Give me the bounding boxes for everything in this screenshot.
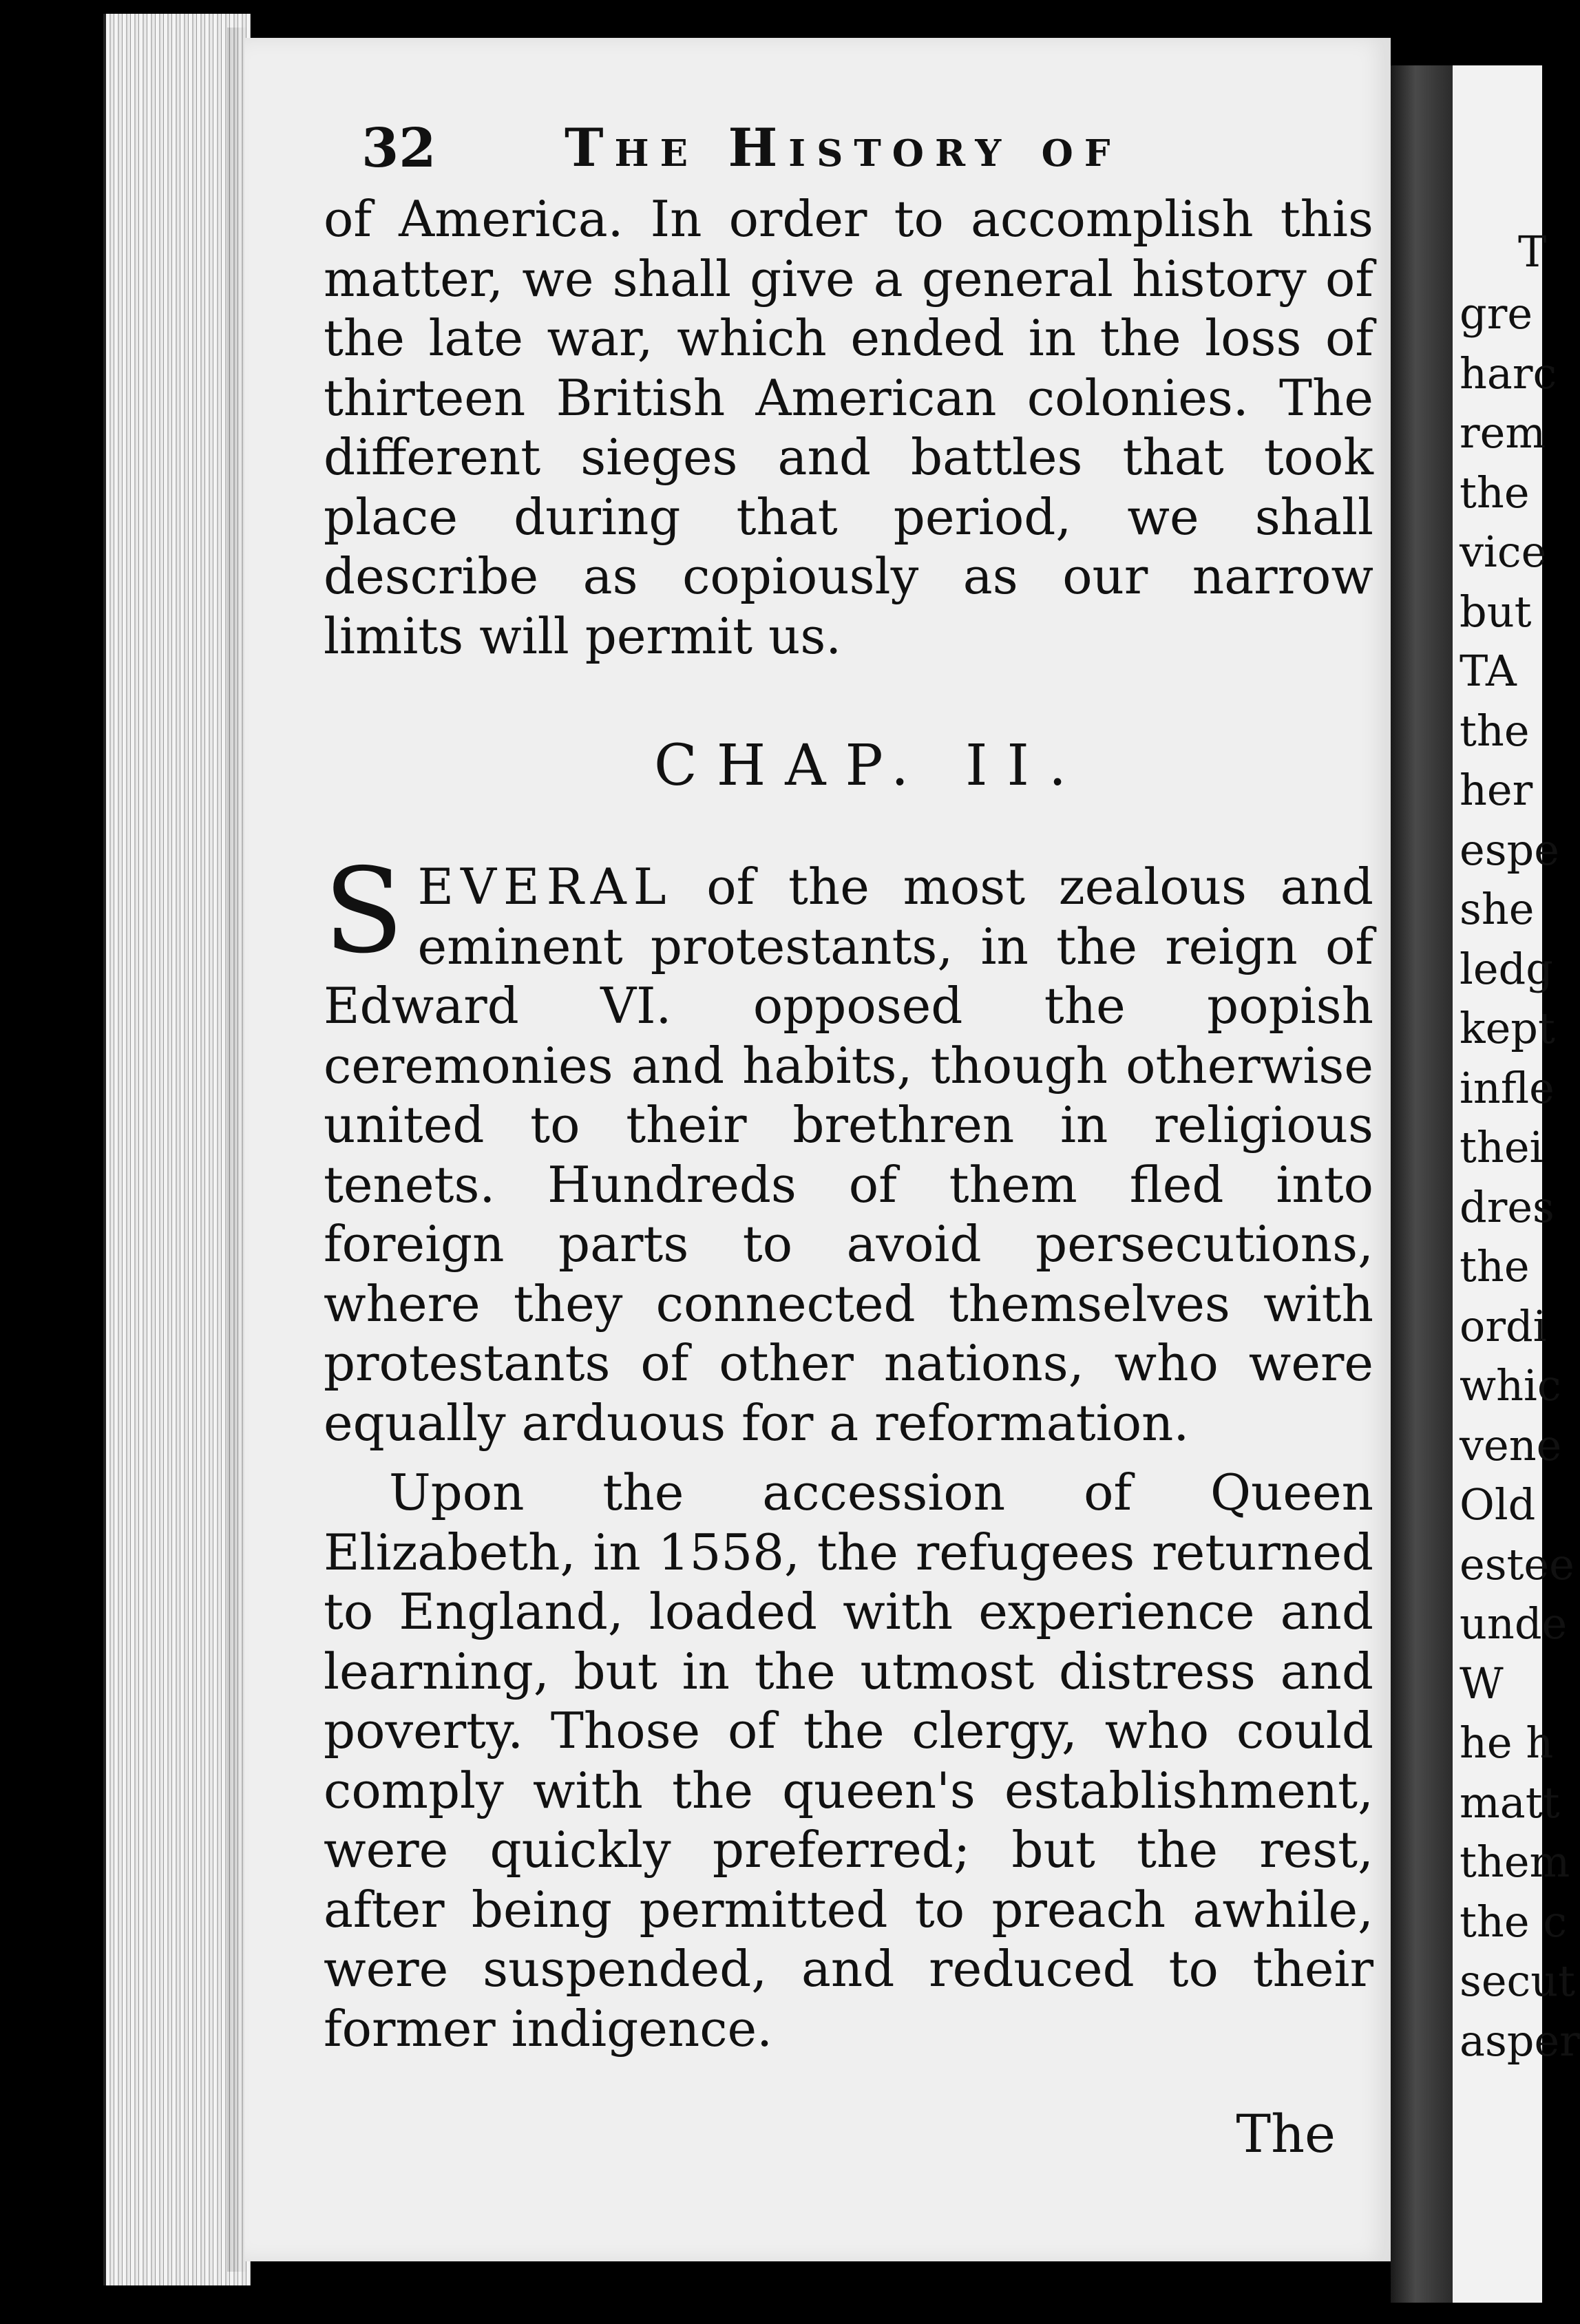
first-word-small-caps: EVERAL xyxy=(417,858,673,916)
page-header xyxy=(361,103,1256,179)
facing-page-line: the c xyxy=(1460,1896,1567,1947)
facing-page-line: the xyxy=(1460,1241,1530,1291)
facing-page-line: ledg xyxy=(1460,943,1553,994)
facing-page-line: secut xyxy=(1460,1956,1576,2006)
background-left xyxy=(0,0,103,2324)
facing-page-line: infle xyxy=(1460,1062,1555,1113)
facing-page-line: whic xyxy=(1460,1360,1561,1411)
facing-page-line: matt xyxy=(1460,1777,1560,1828)
facing-page-line: rem xyxy=(1460,408,1546,458)
intro-paragraph-text: of America. In order to accomplish this matter, we shall give a general history of the late war, which ended in the loss of thirteen British American colonies. The different sieges and battles that took place during that period, we shall describe as copiously as our narrow limits will permit us. xyxy=(324,190,1373,665)
chapter-heading: CHAP. II. xyxy=(654,733,1086,799)
chapter-paragraph-rest: of the most zealous and eminent protestants, in the reign of Edward VI. opposed the popish ceremonies and habits, though otherwise united to their brethren in religious tenets. Hundreds of them fled into foreign parts to avoid persecutions, where they connected themselves with protestants of other nations, who were equally arduous for a reformation. xyxy=(324,858,1373,1452)
facing-page-line: estee xyxy=(1460,1539,1574,1589)
facing-page-line: she xyxy=(1460,884,1535,934)
facing-page-line: harc xyxy=(1460,348,1557,399)
facing-page xyxy=(1453,65,1580,2303)
facing-page-line: the xyxy=(1460,467,1530,518)
second-paragraph xyxy=(324,1463,1373,2058)
second-paragraph-text: Upon the accession of Queen Elizabeth, in 1558, the refugees returned to England, loaded with experience and learning, but in the utmost distress and poverty. Those of the clergy, who could comply with the queen's establishment, were quickly preferred; but the rest, after being permitted to preach awhile, were suspended, and reduced to their former indigence. xyxy=(324,1464,1373,2058)
facing-page-line: kept xyxy=(1460,1003,1555,1053)
chapter-first-paragraph-text xyxy=(324,843,1373,1452)
facing-page-line: Old xyxy=(1460,1479,1536,1530)
drop-cap: S xyxy=(324,843,404,980)
page-number: 32 xyxy=(361,117,436,180)
facing-page-line: the xyxy=(1460,705,1530,756)
facing-page-line: unde xyxy=(1460,1598,1568,1649)
catchword: The xyxy=(1236,2103,1336,2164)
intro-paragraph xyxy=(324,189,1373,666)
facing-page-line: T xyxy=(1518,226,1547,277)
facing-page-line: he h xyxy=(1460,1718,1554,1768)
running-head: The History of xyxy=(565,117,1121,178)
facing-page-line: them xyxy=(1460,1837,1570,1887)
facing-page-line: vice xyxy=(1460,527,1547,577)
facing-page-line: her xyxy=(1460,765,1533,815)
chapter-first-paragraph xyxy=(324,843,1373,1452)
facing-page-line: thei xyxy=(1460,1122,1544,1172)
facing-page-line: TA xyxy=(1460,646,1517,696)
book-gutter xyxy=(1391,65,1453,2303)
facing-page-line: but xyxy=(1460,586,1532,637)
facing-page-line: ordi xyxy=(1460,1300,1547,1351)
facing-page-line: dres xyxy=(1460,1181,1555,1232)
facing-page-line: asper xyxy=(1460,2015,1580,2066)
facing-page-line: gre xyxy=(1460,288,1533,339)
facing-page-line: vene xyxy=(1460,1419,1562,1470)
facing-page-line: espe xyxy=(1460,824,1559,875)
facing-page-line: W xyxy=(1460,1658,1504,1709)
